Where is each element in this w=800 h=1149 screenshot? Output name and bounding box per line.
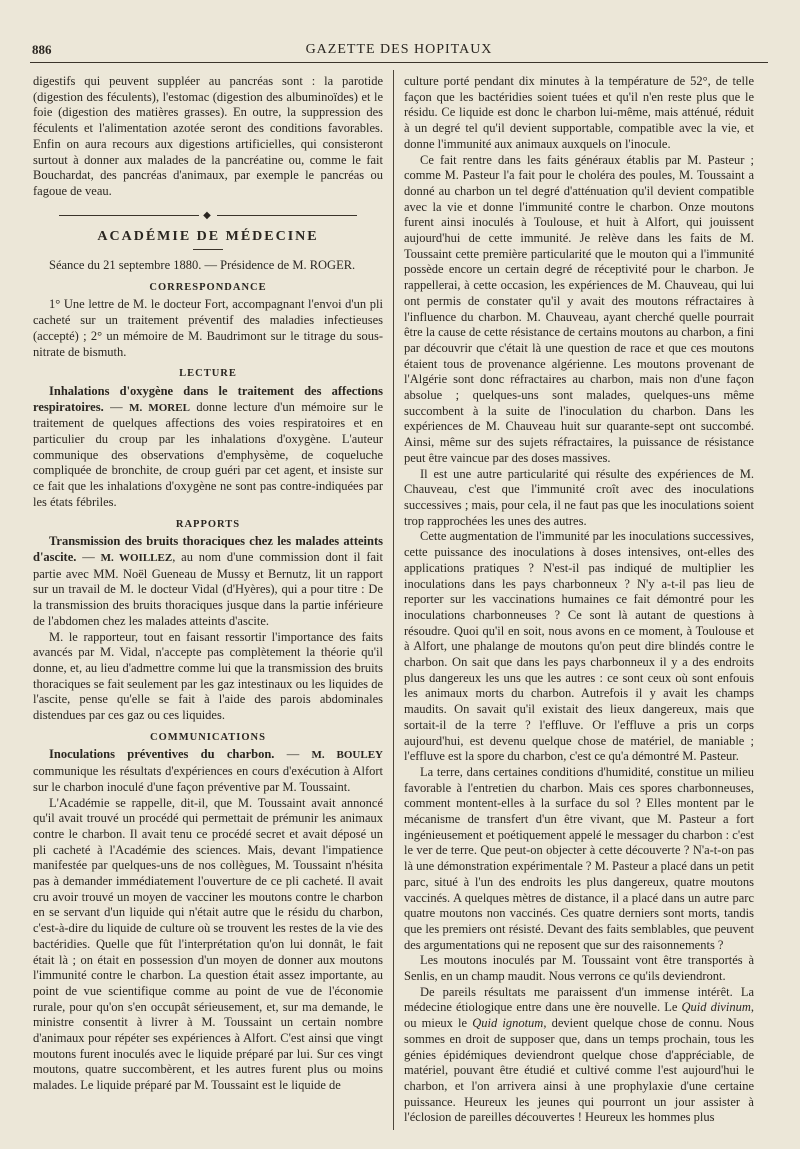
latin-term: Quid ignotum [472,1016,544,1031]
lecture-title: Inhalations d'oxygène dans le traitement des affections respiratoires. [33,383,383,414]
paragraph: culture porté pendant dix minutes à la température de 52°, de telle façon que les bactéridies soient tuées et qu'il n'en reste plus que le résidu. Ce liquide est donc le charbon lui-même, mais atténué, réduit à un degré tel qu'il devient supportable, compatible avec la vie, et donne l'immunité aux animaux auxquels on l'inocule. [404,74,754,151]
rapports-title: Transmission des bruits thoraciques chez les malades atteints d'ascite. [33,534,383,564]
communications-paragraph: Inoculations préventives du charbon. — M. BOULEY communique les résultats d'expériences en cours d'exécution à Alfort sur le charbon inoculé d'une façon préventive par M. Toussaint. [33,747,383,794]
header-rule [30,62,768,63]
text-run: , devient quelque chose de connu. Nous sommes en droit de supposer que, dans un temps prochain, tous les génies épidémiques deviendront quelque chose d'appréciable, de matériel, pouvant être étudié et cultivé comme l'est aujourd'hui le charbon, et l'on arrivera ainsi à une prophylaxie d'une certaine puissance. Heureux les jeunes qui pourront un jour assister à l'éclosion de pareilles découvertes ! Heureux les hommes plus [404,1016,754,1125]
section-heading-rapports: RAPPORTS [175,518,241,530]
session-line: Séance du 21 septembre 1880. — Présidence de M. ROGER. [49,258,356,273]
paragraph: La terre, dans certaines conditions d'humidité, constitue un milieu favorable à l'entretien du charbon. Mais ces spores charbonneuses, comment montent-elles à la surface du sol ? Elles montent par le mécanisme de transfert d'un être vivant, que M. Pasteur a fort ingénieusement et poétiquement appelé le messager du charbon : c'est le ver de terre. Que peut-on objecter à cette découverte ? N'a-t-on pas là une démonstration expérimentale ? M. Pasteur a placé dans un petit parc, situé à l'un des endroits les plus dangereux, quatre moutons vaccinés. A quelques mètres de distance, il a placé dans un autre parc quatre moutons non vaccinés. Ces quatre derniers sont morts, tandis que les premiers ont résisté. Devant des faits semblables, que peuvent des argumentations qui ne reposent que sur des raisonnements ? [404,764,754,952]
lecture-paragraph: Inhalations d'oxygène dans le traitement des affections respiratoires. — M. MOREL donne lecture d'un mémoire sur le traitement de quelques affections des voies respiratoires et en particulier du croup par les inhalations d'oxygène. L'auteur communique des observations d'emphysème, de coqueluche compliquée de bronchite, de croup guéri par cet agent, et insiste sur ce fait que les inhalations d'oxygène ne sont pas contre-indiquées par les états fébriles. [33,383,383,509]
text-run: , ou mieux le [404,1000,754,1031]
rapports-body: , au nom d'une commission dont il fait partie avec MM. Noël Gueneau de Mussy et Bernutz, lit un rapport sur un travail de M. le docteur Vidal (d'Hyères), qui a pour titre : De la transmission des bruits thoraciques jusque dans la partie inférieure de l'abdomen chez les malades atteints d'ascite. [33,549,383,628]
academy-heading: ACADÉMIE DE MÉDECINE [97,229,319,245]
communications-author: M. BOULEY [311,749,383,762]
section-heading-communications: COMMUNICATIONS [150,731,266,743]
section-heading-lecture: LECTURE [179,368,237,380]
section-separator: ◆ [33,208,383,224]
rapports-paragraph: Transmission des bruits thoraciques chez les malades atteints d'ascite. — M. WOILLEZ, au nom d'une commission dont il fait partie avec MM. Noël Gueneau de Mussy et Bernutz, lit un rapport sur un travail de M. le docteur Vidal (d'Hyères), qui a pour titre : De la transmission des bruits thoraciques jusque dans la partie inférieure de l'abdomen chez les malades atteints d'ascite. [33,534,383,628]
paragraph: Cette augmentation de l'immunité par les inoculations successives, cette puissance des inoculations à doses intensives, ont-elles des applications pratiques ? N'est-il pas indiqué de multiplier les inoculations dans les pays charbonneux ? N'y a-t-il pas lieu de reporter sur les vaccinations humaines ce fait démontré pour les inoculations charbonneuses ? Ce sont là autant de questions à résoudre. Quoi qu'il en soit, nous avons en ce moment, à Toulouse et à Alfort, une phalange de moutons qu'on peut dire blindés contre le charbon. On sait que dans les pays charbonneux il y a des endroits plus dangereux les uns que les autres : ce sont ceux où sont enfouis les animaux morts du charbon. Autrefois il y avait les champs maudits. On savait qu'il existait des lieux dangereux, mais que sortait-il de la terre ? l'effluve. Or l'effluve a pris un corps aujourd'hui, est devenu quelque chose de matériel, de maniable ; l'effluve est la spore du charbon, c'est ce qu'a démontré M. Pasteur. [404,529,754,764]
paragraph: Il est une autre particularité qui résulte des expériences de M. Chauveau, c'est que l'immunité croît avec des inoculations successives ; mais, pour cela, il ne faut pas que les inoculations soient trop rapprochées les unes des autres. [404,466,754,528]
paragraph: M. le rapporteur, tout en faisant ressortir l'importance des faits avancés par M. Vidal, n'accepte pas complètement la théorie qu'il donne, et, au lieu d'admettre comme lui que la transmission des bruits thoraciques se fait seulement par les gaz intestinaux ou les liquides de l'ascite, pense qu'elle se fait à l'aide des parois abdominales distendues par ces gaz ou ces liquides. [33,629,383,723]
right-column [404,74,754,1134]
paragraph: Les moutons inoculés par M. Toussaint vont être transportés à Senlis, en un champ maudit. Nous verrons ce qu'ils deviendront. [404,953,754,984]
text-run: De pareils résultats me paraissent d'un immense intérêt. La médecine étiologique entre dans une ère nouvelle. Le [404,984,754,1015]
left-column [33,74,383,1134]
page-header [30,38,768,60]
paragraph: digestifs qui peuvent suppléer au pancréas sont : la parotide (digestion des féculents), l'estomac (digestion des albuminoïdes) et le foie (digestion des matières grasses). En outre, la suppression des féculents et l'alimentation azotée seront des conditions favorables. Enfin on aura recours aux digestions artificielles, qui consisteront surtout à donner aux malades de la pancréatine ou, comme le fait Bouchardat, des pancréas d'animaux, par exemple le pancréas ou fagoue de veau. [33,74,383,198]
lecture-author: M. MOREL [129,401,190,414]
communications-body: communique les résultats d'expériences en cours d'exécution à Alfort sur le charbon inoculé d'une façon préventive par M. Toussaint. [33,764,383,794]
latin-term: Quid divinum [681,1000,751,1015]
lecture-body: donne lecture d'un mémoire sur le traitement de quelques affections des voies respiratoires et en particulier du croup par les inhalations d'oxygène. L'auteur communique des observations d'emphysème, de coqueluche compliquée de bronchite, de croup guéri par cet agent, et insiste sur ce fait que les inhalations d'oxygène ne sont pas contre-indiquées par les états fébriles. [33,399,383,509]
page-number: 886 [32,42,52,57]
communications-title: Inoculations préventives du charbon. [49,747,275,762]
paragraph: L'Académie se rappelle, dit-il, que M. Toussaint avait annoncé qu'il avait trouvé un procédé qui permettait de prémunir les animaux contre le charbon. Il avait tenu ce procédé secret et avait déposé un pli cacheté à l'Académie des sciences. Mais, devant l'impatience manifestée par quelques-uns de nos collègues, M. Toussaint n'hésita pas à demander immédiatement l'ouverture de ce pli cacheté. Il avait cru avoir trouvé un moyen de vacciner les moutons contre le charbon en se servant d'un liquide qui n'était autre que le résidu du charbon, c'est-à-dire du liquide de culture où se trouvent les restes de la vie des bactéridies. Quelle que fût l'interprétation qu'on lui donnât, le fait était là ; on était en possession d'un moyen de donner aux moutons l'immunité contre le charbon. La question était assez importante, au point de vue scientifique comme au point de vue de l'économie rurale, pour qu'on s'en occupât sérieusement, et, sur ma demande, le ministre consentit à livrer à M. Toussaint un certain nombre d'animaux pour répéter ses expériences à Alfort. C'est ainsi que vingt moutons furent inoculés avec le liquide préparé par lui. Sur ces vingt moutons, quatre succombèrent, et les autres furent plus ou moins malades. Le liquide préparé par M. Toussaint est le liquide de [33,795,383,1093]
paragraph [404,985,754,1126]
rapports-author: M. WOILLEZ [100,551,173,564]
short-rule [193,249,223,250]
section-heading-correspondance: CORRESPONDANCE [149,281,267,293]
paragraph: 1° Une lettre de M. le docteur Fort, accompagnant l'envoi d'un pli cacheté sur un traitement préventif des maladies infectieuses (accepté) ; 2° un mémoire de M. Baudrimont sur le titrage du sous-nitrate de bismuth. [33,297,383,359]
running-title: GAZETTE DES HOPITAUX [305,42,493,57]
column-divider [393,70,394,1130]
paragraph: Ce fait rentre dans les faits généraux établis par M. Pasteur ; comme M. Pasteur l'a fait pour le choléra des poules, M. Toussaint a donné au charbon un tel degré d'atténuation qu'il devient compatible avec la vie et donne l'immunité contre le charbon. Onze moutons furent ainsi inoculés à Toulouse, et huit à Alfort, qui jouissent aujourd'hui de cette immunité. Je relève dans les faits de M. Toussaint cette première particularité que le mouton qui a l'immunité possède encore un certain degré de réceptivité pour le charbon. Je rappellerai, à cette occasion, les expériences de M. Chauveau, qui lui ont permis de constater qu'il y avait des moutons réfractaires à l'influence du charbon. M. Chauveau, ayant cherché quelle pourrait être la cause de cette résistance de certains moutons au charbon, a fini par découvrir que c'était là une question de race et que ces moutons étaient tous de provenance algérienne. Les moutons provenant de l'Algérie sont donc réfractaires au charbon, mais non d'une façon absolue ; quelques-uns sont malades, quelques-uns même succombent à la suite de l'inoculation du charbon. Dans les expériences de M. Chauveau huit sur quarante-sept ont succombé. Ainsi, même sur des sujets réfractaires, la puissance de résistance peut être vaincue par des doses massives. [404,152,754,465]
